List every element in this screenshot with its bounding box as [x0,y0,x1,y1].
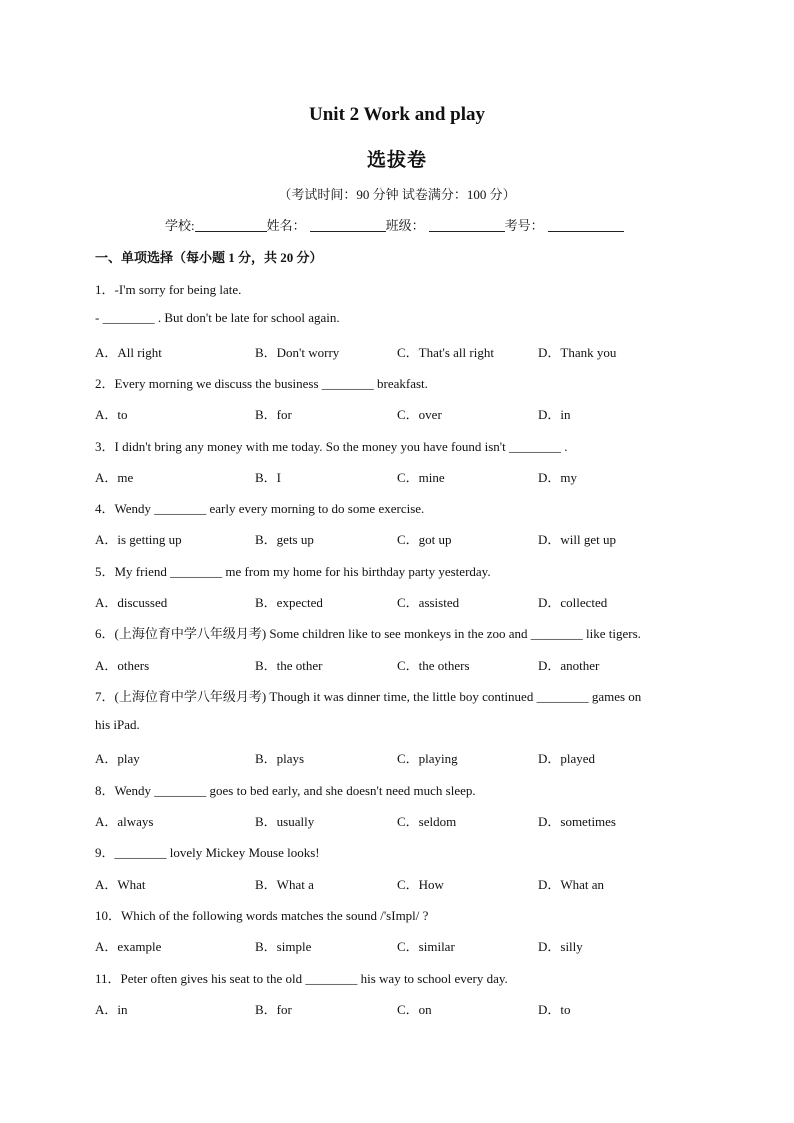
option-d[interactable]: D．my [538,470,578,485]
option-a[interactable]: A．What [95,877,146,892]
name-blank[interactable] [310,219,386,232]
option-d[interactable]: D．another [538,658,600,673]
question-2-options [95,404,715,422]
option-d[interactable]: D．to [538,1002,571,1017]
option-c[interactable]: C．playing [397,751,458,766]
option-c[interactable]: C．mine [397,470,445,485]
question-4-options [95,529,715,547]
option-c[interactable]: C．on [397,1002,432,1017]
option-b[interactable]: B．for [255,407,292,422]
option-a[interactable]: A．play [95,751,140,766]
question-10-line-1: 10．Which of the following words matches the sound /'sImpl/ ? [95,908,429,923]
question-3-options [95,467,715,485]
option-c[interactable]: C．How [397,877,444,892]
option-b[interactable]: B．What a [255,877,314,892]
question-4-line-1: 4．Wendy ________ early every morning to do some exercise. [95,501,425,516]
question-1-line-2: - ________ . But don't be late for school again. [95,310,340,325]
question-7-options [95,748,715,766]
option-c[interactable]: C．That's all right [397,345,494,360]
option-d[interactable]: D．Thank you [538,345,617,360]
option-a[interactable]: A．in [95,1002,128,1017]
exam-subtitle: 选拔卷 [366,150,427,171]
exam-info: （考试时间：90 分钟 试卷满分：100 分） [278,187,516,202]
option-c[interactable]: C．assisted [397,595,460,610]
student-info-fields [165,215,624,234]
option-a[interactable]: A．is getting up [95,532,182,547]
section-heading: 一、单项选择（每小题 1 分，共 20 分） [95,250,323,265]
name-label: 姓名： [266,218,306,233]
school-blank[interactable] [195,219,267,232]
question-5-line-1: 5．My friend ________ me from my home for his birthday party yesterday. [95,564,491,579]
option-b[interactable]: B．the other [255,658,323,673]
question-6-options [95,655,715,673]
exam-title: Unit 2 Work and play [309,104,485,125]
option-b[interactable]: B．for [255,1002,292,1017]
option-d[interactable]: D．sometimes [538,814,616,829]
option-b[interactable]: B．plays [255,751,305,766]
question-11-line-1: 11．Peter often gives his seat to the old ________ his way to school every day. [95,971,508,986]
option-a[interactable]: A．to [95,407,128,422]
option-c[interactable]: C．seldom [397,814,457,829]
option-d[interactable]: D．in [538,407,571,422]
option-c[interactable]: C．similar [397,939,455,954]
option-b[interactable]: B．usually [255,814,315,829]
option-d[interactable]: D．played [538,751,596,766]
question-9-line-1: 9．________ lovely Mickey Mouse looks! [95,845,320,860]
option-b[interactable]: B．expected [255,595,323,610]
class-blank[interactable] [429,219,505,232]
option-a[interactable]: A．All right [95,345,162,360]
question-2-line-1: 2．Every morning we discuss the business ________ breakfast. [95,376,428,391]
option-b[interactable]: B．I [255,470,282,485]
option-c[interactable]: C．over [397,407,442,422]
option-a[interactable]: A．others [95,658,150,673]
option-b[interactable]: B．Don't worry [255,345,340,360]
option-b[interactable]: B．simple [255,939,312,954]
option-c[interactable]: C．got up [397,532,452,547]
question-9-options [95,874,715,892]
option-d[interactable]: D．What an [538,877,605,892]
option-a[interactable]: A．discussed [95,595,168,610]
school-label: 学校: [165,218,195,233]
exam-number-blank[interactable] [548,219,624,232]
option-a[interactable]: A．example [95,939,162,954]
question-5-options [95,592,715,610]
question-11-options [95,999,715,1017]
option-d[interactable]: D．will get up [538,532,616,547]
question-7-line-1: 7．(上海位育中学八年级月考) Though it was dinner time, the little boy continued ________ games on [95,689,642,704]
class-label: 班级： [385,218,425,233]
question-7-line-2: his iPad. [95,717,140,732]
question-8-line-1: 8．Wendy ________ goes to bed early, and she doesn't need much sleep. [95,783,476,798]
exam-number-label: 考号： [504,218,544,233]
option-c[interactable]: C．the others [397,658,470,673]
option-b[interactable]: B．gets up [255,532,314,547]
question-10-options [95,936,715,954]
question-3-line-1: 3．I didn't bring any money with me today. So the money you have found isn't ________ . [95,439,568,454]
question-6-line-1: 6．(上海位育中学八年级月考) Some children like to see monkeys in the zoo and ________ like tigers. [95,626,641,641]
question-1-options [95,342,715,360]
question-1-line-1: 1．-I'm sorry for being late. [95,282,242,297]
option-d[interactable]: D．collected [538,595,608,610]
question-8-options [95,811,715,829]
option-a[interactable]: A．me [95,470,134,485]
option-d[interactable]: D．silly [538,939,583,954]
option-a[interactable]: A．always [95,814,154,829]
